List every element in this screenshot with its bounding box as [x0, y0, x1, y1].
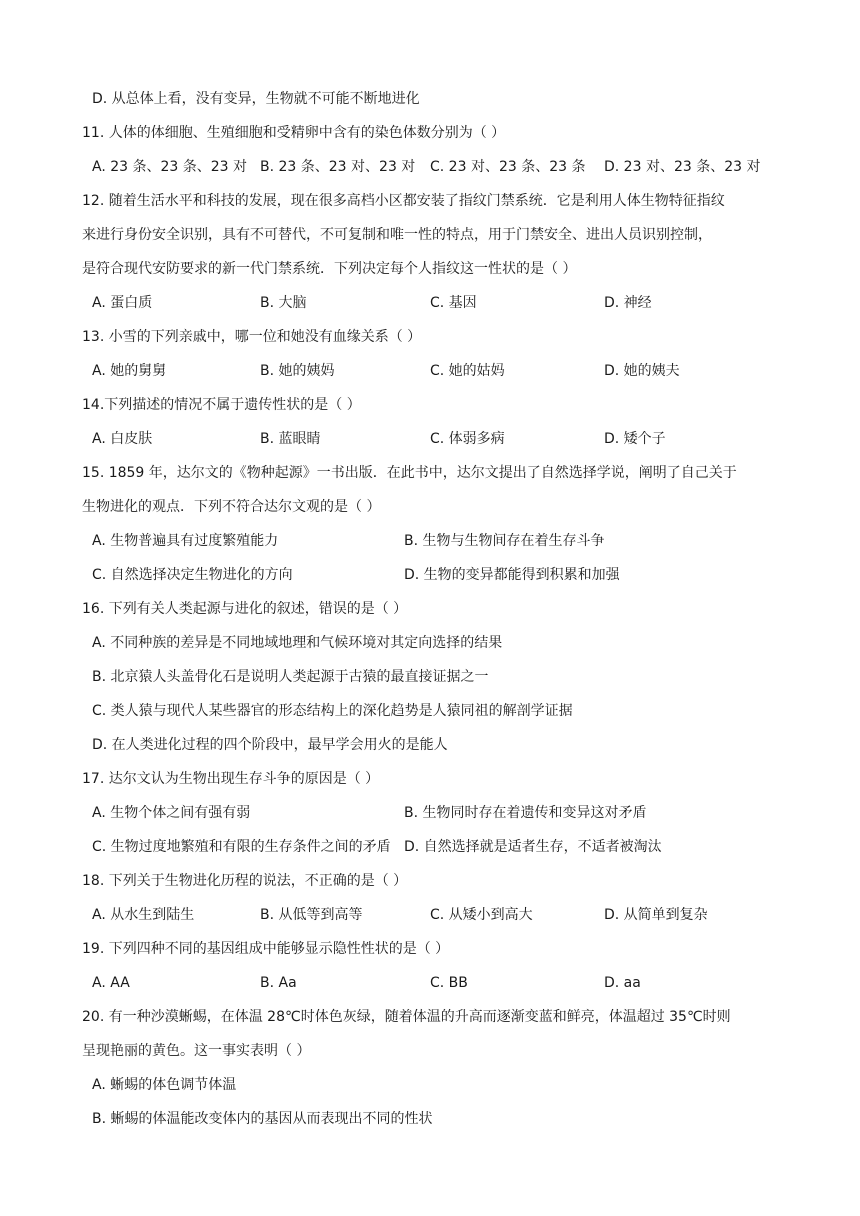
answer-option: C. 自然选择决定生物进化的方向	[92, 567, 293, 583]
answer-option: A. 不同种族的差异是不同地域地理和气候环境对其定向选择的结果	[92, 635, 503, 651]
answer-option: A. 蜥蜴的体色调节体温	[92, 1077, 237, 1093]
question-text: 15. 1859 年，达尔文的《物种起源》一书出版．在此书中，达尔文提出了自然选择学说，阐明了自己关于	[82, 465, 737, 481]
answer-option: B. 生物同时存在着遗传和变异这对矛盾	[404, 805, 647, 821]
answer-option: C. 她的姑妈	[430, 363, 505, 379]
answer-option: C. 类人猿与现代人某些器官的形态结构上的深化趋势是人猿同祖的解剖学证据	[92, 703, 573, 719]
answer-option: C. 生物过度地繁殖和有限的生存条件之间的矛盾	[92, 839, 391, 855]
answer-option: A. 生物个体之间有强有弱	[92, 805, 251, 821]
answer-option: D. 矮个子	[604, 431, 666, 447]
question-text: 17. 达尔文认为生物出现生存斗争的原因是（ ）	[82, 771, 380, 787]
answer-option: C. 基因	[430, 295, 477, 311]
question-text: 是符合现代安防要求的新一代门禁系统．下列决定每个人指纹这一性状的是（ ）	[82, 261, 577, 277]
answer-option: A. 白皮肤	[92, 431, 153, 447]
answer-option: A. AA	[92, 975, 130, 991]
answer-option: A. 生物普遍具有过度繁殖能力	[92, 533, 279, 549]
answer-option: A. 23 条、23 条、23 对	[92, 159, 248, 175]
answer-option: B. 蜥蜴的体温能改变体内的基因从而表现出不同的性状	[92, 1111, 433, 1127]
answer-option: C. 23 对、23 条、23 条	[430, 159, 586, 175]
answer-option: B. 她的姨妈	[260, 363, 335, 379]
question-text: 14.下列描述的情况不属于遗传性状的是（ ）	[82, 397, 361, 413]
answer-option: B. Aa	[260, 975, 297, 991]
answer-option: D. aa	[604, 975, 641, 991]
answer-option: B. 大脑	[260, 295, 307, 311]
question-text: 11. 人体的体细胞、生殖细胞和受精卵中含有的染色体数分别为（ ）	[82, 125, 506, 141]
answer-option: C. 体弱多病	[430, 431, 505, 447]
answer-option: D. 神经	[604, 295, 652, 311]
answer-option: D. 从总体上看，没有变异，生物就不可能不断地进化	[92, 91, 420, 107]
question-text: 13. 小雪的下列亲戚中，哪一位和她没有血缘关系（ ）	[82, 329, 422, 345]
question-text: 19. 下列四种不同的基因组成中能够显示隐性性状的是（ ）	[82, 941, 450, 957]
answer-option: A. 她的舅舅	[92, 363, 167, 379]
answer-option: A. 蛋白质	[92, 295, 153, 311]
answer-option: D. 她的姨夫	[604, 363, 680, 379]
question-text: 20. 有一种沙漠蜥蜴，在体温 28℃时体色灰绿，随着体温的升高而逐渐变蓝和鲜亮，体温超过 35℃时则	[82, 1009, 731, 1025]
answer-option: D. 生物的变异都能得到积累和加强	[404, 567, 620, 583]
question-text: 12. 随着生活水平和科技的发展，现在很多高档小区都安装了指纹门禁系统．它是利用人体生物特征指纹	[82, 193, 725, 209]
question-text: 16. 下列有关人类起源与进化的叙述，错误的是（ ）	[82, 601, 408, 617]
answer-option: B. 23 条、23 对、23 对	[260, 159, 416, 175]
answer-option: D. 从简单到复杂	[604, 907, 708, 923]
question-text: 呈现艳丽的黄色。这一事实表明（ ）	[82, 1043, 311, 1059]
answer-option: B. 生物与生物间存在着生存斗争	[404, 533, 605, 549]
question-text: 生物进化的观点．下列不符合达尔文观的是（ ）	[82, 499, 381, 515]
answer-option: D. 在人类进化过程的四个阶段中，最早学会用火的是能人	[92, 737, 448, 753]
answer-option: B. 从低等到高等	[260, 907, 363, 923]
answer-option: D. 23 对、23 条、23 对	[604, 159, 761, 175]
answer-option: D. 自然选择就是适者生存，不适者被淘汰	[404, 839, 662, 855]
question-text: 18. 下列关于生物进化历程的说法，不正确的是（ ）	[82, 873, 408, 889]
answer-option: A. 从水生到陆生	[92, 907, 195, 923]
answer-option: C. BB	[430, 975, 468, 991]
answer-option: B. 蓝眼睛	[260, 431, 321, 447]
question-text: 来进行身份安全识别，具有不可替代，不可复制和唯一性的特点，用于门禁安全、进出人员识别控制，	[82, 227, 712, 243]
answer-option: B. 北京猿人头盖骨化石是说明人类起源于古猿的最直接证据之一	[92, 669, 489, 685]
answer-option: C. 从矮小到高大	[430, 907, 533, 923]
